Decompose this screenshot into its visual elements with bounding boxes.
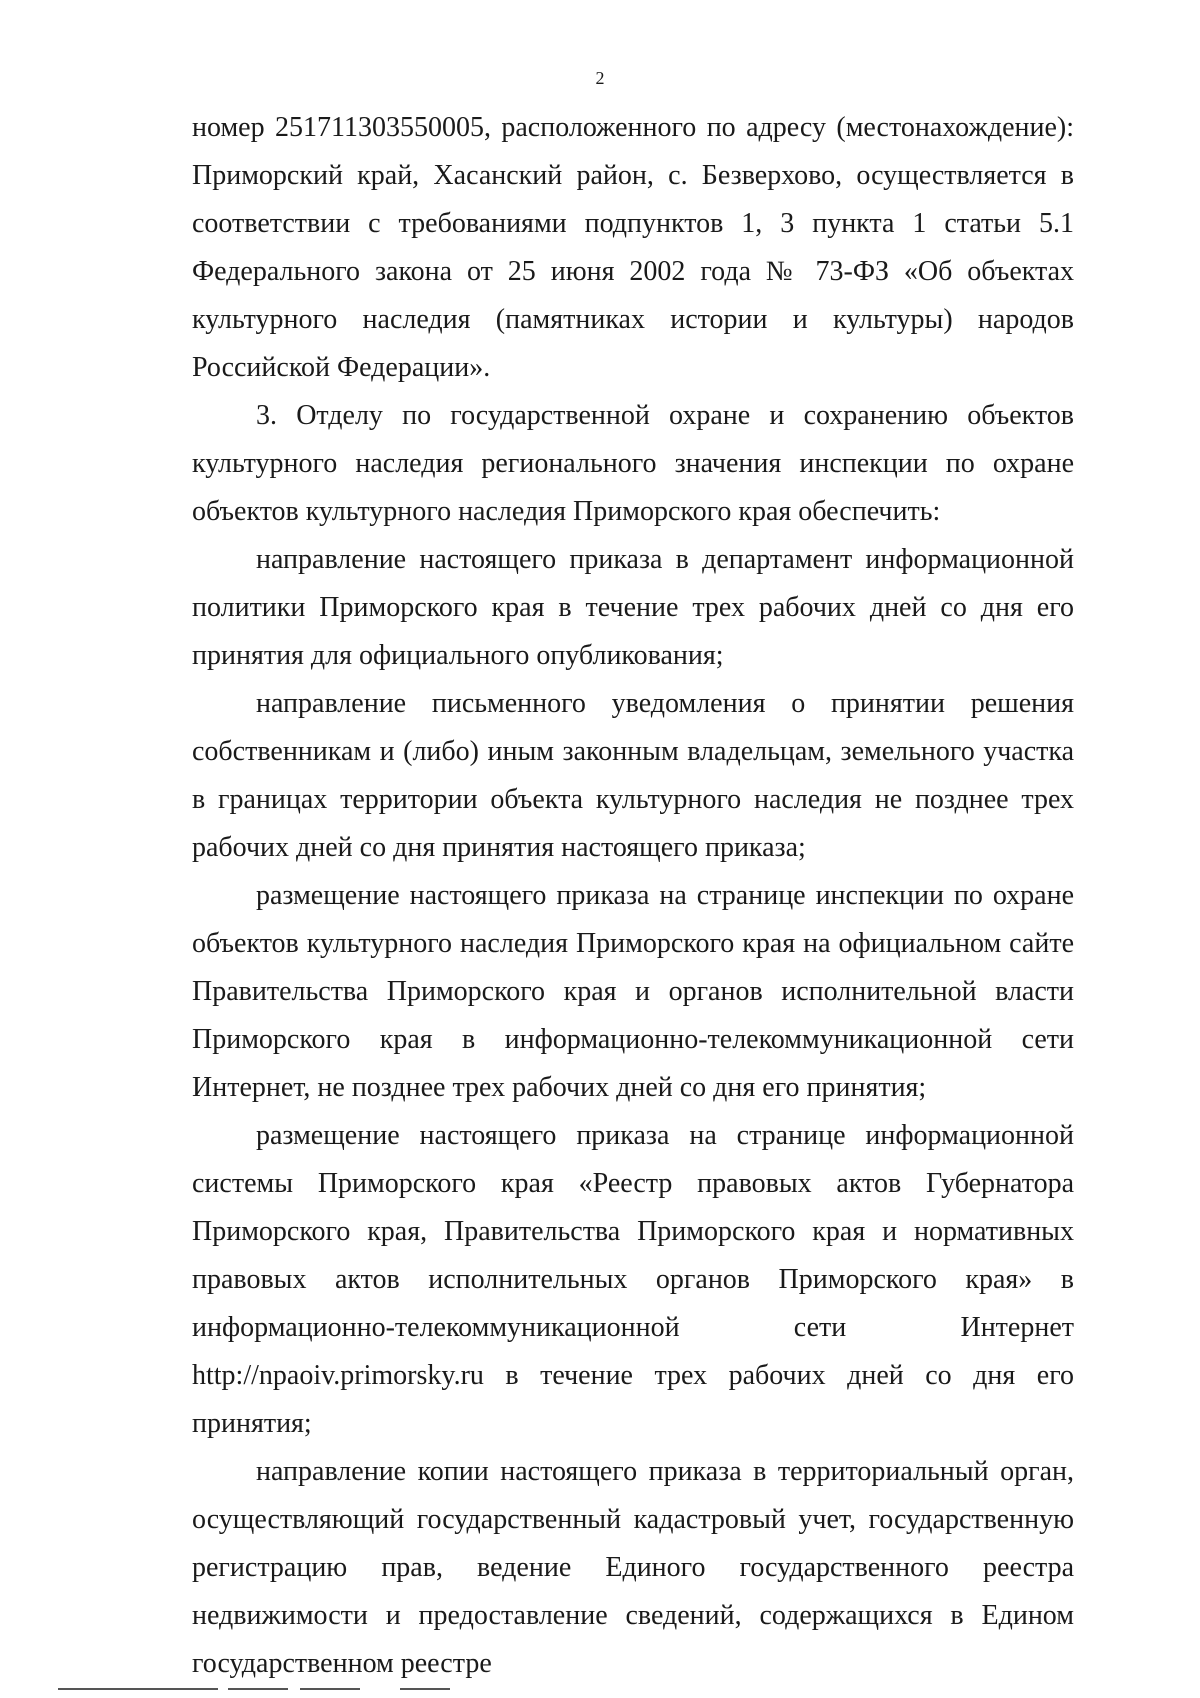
bottom-rule <box>58 1688 218 1690</box>
bottom-rule <box>400 1688 450 1690</box>
paragraph-publication: направление настоящего приказа в департамент информационной политики Приморского края в течение трех рабочих дней со дня его принятия для официального опубликования; <box>192 544 1074 671</box>
bottom-rule <box>300 1688 360 1690</box>
bottom-rule <box>228 1688 288 1690</box>
paragraph-cadastral-copy: направление копии настоящего приказа в территориальный орган, осуществляющий государственный кадастровый учет, государственную регистрацию прав, ведение Единого государственного реестра недвижимости и предоставление сведений, содержащихся в Едином государственном реестре <box>192 1456 1074 1679</box>
paragraph-notification: направление письменного уведомления о принятии решения собственникам и (либо) иным законным владельцам, земельного участка в границах территории объекта культурного наследия не позднее трех рабочих дней со дня принятия настоящего приказа; <box>192 688 1074 863</box>
paragraph-item-3: 3. Отделу по государственной охране и сохранению объектов культурного наследия регионального значения инспекции по охране объектов культурного наследия Приморского края обеспечить: <box>192 400 1074 527</box>
document-body <box>192 104 1074 1688</box>
paragraph-website-placement: размещение настоящего приказа на странице инспекции по охране объектов культурного наследия Приморского края на официальном сайте Правительства Приморского края и органов исполнительной власти Приморского края в информационно-телекоммуникационной сети Интернет, не позднее трех рабочих дней со дня его принятия; <box>192 880 1074 1103</box>
page-number: 2 <box>595 68 605 88</box>
paragraph-registry-placement: размещение настоящего приказа на странице информационной системы Приморского края «Реестр правовых актов Губернатора Приморского края, Правительства Приморского края и нормативных правовых актов исполнительных органов Приморского края» в информационно-телекоммуникационной сети Интернет http://npaoiv.primorsky.ru в течение трех рабочих дней со дня его принятия; <box>192 1120 1074 1439</box>
paragraph-continuation: номер 251711303550005, расположенного по адресу (местонахождение): Приморский край, Хасанский район, с. Безверхово, осуществляется в соответствии с требованиями подпунктов 1, 3 пункта 1 статьи 5.1 Федерального закона от 25 июня 2002 года № 73-ФЗ «Об объектах культурного наследия (памятниках истории и культуры) народов Российской Федерации». <box>192 112 1074 383</box>
